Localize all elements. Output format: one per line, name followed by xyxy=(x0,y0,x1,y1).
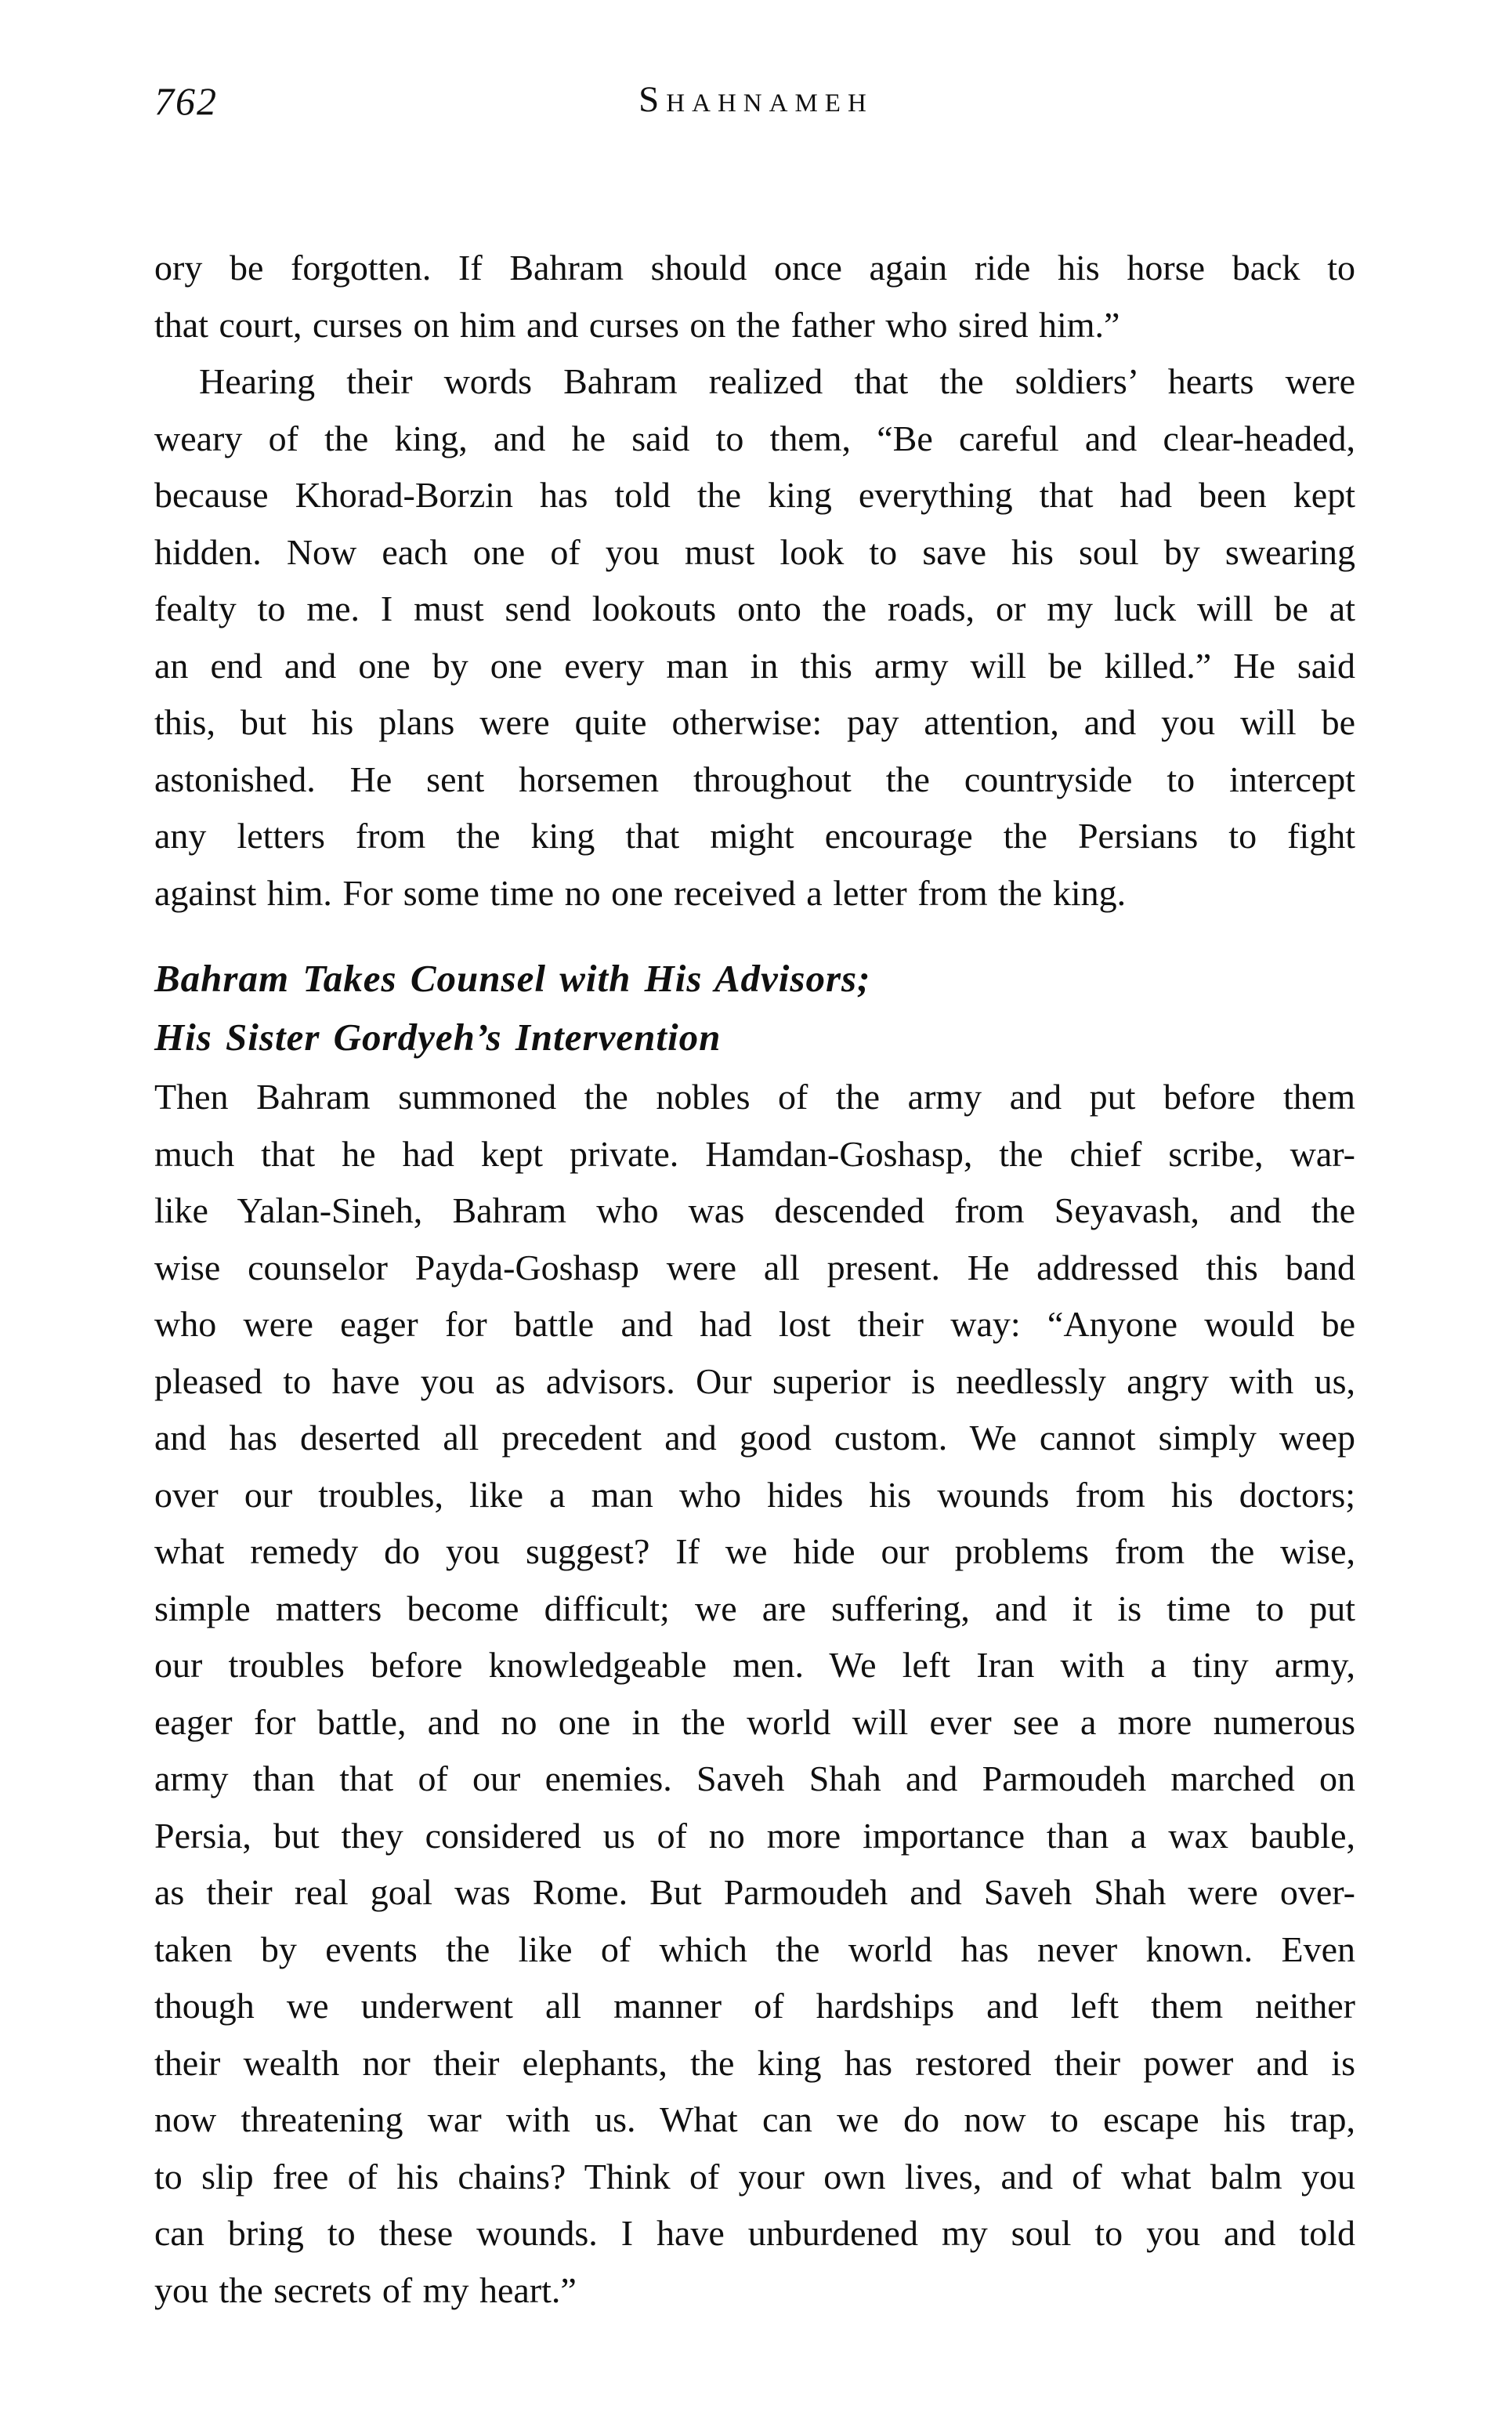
text-line: much that he had kept private. Hamdan-Goshasp, the chief scribe, war- xyxy=(154,1133,1355,1174)
section-heading xyxy=(154,949,1355,1067)
text-line: you the secrets of my heart.” xyxy=(154,2269,577,2310)
text-line: as their real goal was Rome. But Parmoudeh and Saveh Shah were over- xyxy=(154,1872,1355,1912)
paragraph xyxy=(154,353,1355,922)
text-block xyxy=(154,240,1355,2319)
paragraph xyxy=(154,240,1355,353)
text-line: now threatening war with us. What can we do now to escape his trap, xyxy=(154,2099,1355,2139)
text-line: their wealth nor their elephants, the king has restored their power and is xyxy=(154,2042,1355,2083)
text-line: Then Bahram summoned the nobles of the army and put before them xyxy=(154,1077,1355,1117)
text-line: our troubles before knowledgeable men. We left Iran with a tiny army, xyxy=(154,1645,1355,1685)
text-line: to slip free of his chains? Think of your own lives, and of what balm you xyxy=(154,2156,1355,2197)
text-line: astonished. He sent horsemen throughout the countryside to intercept xyxy=(154,759,1355,799)
text-line: ory be forgotten. If Bahram should once again ride his horse back to xyxy=(154,248,1355,288)
text-line: like Yalan-Sineh, Bahram who was descended from Seyavash, and the xyxy=(154,1190,1355,1230)
text-line: simple matters become difficult; we are suffering, and it is time to put xyxy=(154,1588,1355,1628)
text-line: Hearing their words Bahram realized that the soldiers’ hearts were xyxy=(199,361,1355,401)
text-line: who were eager for battle and had lost their way: “Anyone would be xyxy=(154,1304,1355,1344)
text-line: hidden. Now each one of you must look to save his soul by swearing xyxy=(154,531,1355,572)
page-number: 762 xyxy=(154,79,218,123)
text-line: army than that of our enemies. Saveh Shah and Parmoudeh marched on xyxy=(154,1758,1355,1798)
text-line: can bring to these wounds. I have unburdened my soul to you and told xyxy=(154,2213,1355,2253)
text-line: that court, curses on him and curses on the father who sired him.” xyxy=(154,304,1120,345)
text-line: this, but his plans were quite otherwise: pay attention, and you will be xyxy=(154,702,1355,742)
heading-line: His Sister Gordyeh’s Intervention xyxy=(154,1016,722,1059)
text-line: over our troubles, like a man who hides his wounds from his doctors; xyxy=(154,1474,1355,1515)
text-line: Persia, but they considered us of no more importance than a wax bauble, xyxy=(154,1815,1355,1856)
text-line: taken by events the like of which the world has never known. Even xyxy=(154,1929,1355,1969)
paragraph xyxy=(154,1069,1355,2319)
text-line: though we underwent all manner of hardships and left them neither xyxy=(154,1986,1355,2026)
text-line: weary of the king, and he said to them, “Be careful and clear-headed, xyxy=(154,418,1355,458)
text-line: fealty to me. I must send lookouts onto the roads, or my luck will be at xyxy=(154,589,1355,628)
text-line: an end and one by one every man in this army will be killed.” He said xyxy=(154,645,1355,686)
text-line: pleased to have you as advisors. Our superior is needlessly angry with us, xyxy=(154,1360,1355,1401)
text-line: eager for battle, and no one in the world will ever see a more numerous xyxy=(154,1701,1355,1742)
text-line: what remedy do you suggest? If we hide our problems from the wise, xyxy=(154,1531,1355,1571)
heading-line: Bahram Takes Counsel with His Advisors; xyxy=(154,957,871,1000)
text-line: and has deserted all precedent and good custom. We cannot simply weep xyxy=(154,1418,1355,1458)
text-line: against him. For some time no one received a letter from the king. xyxy=(154,872,1127,913)
text-line: any letters from the king that might encourage the Persians to fight xyxy=(154,816,1355,856)
text-line: wise counselor Payda-Goshasp were all present. He addressed this band xyxy=(154,1247,1355,1288)
running-head: Shahnameh xyxy=(638,79,874,120)
text-line: because Khorad-Borzin has told the king everything that had been kept xyxy=(154,475,1355,515)
